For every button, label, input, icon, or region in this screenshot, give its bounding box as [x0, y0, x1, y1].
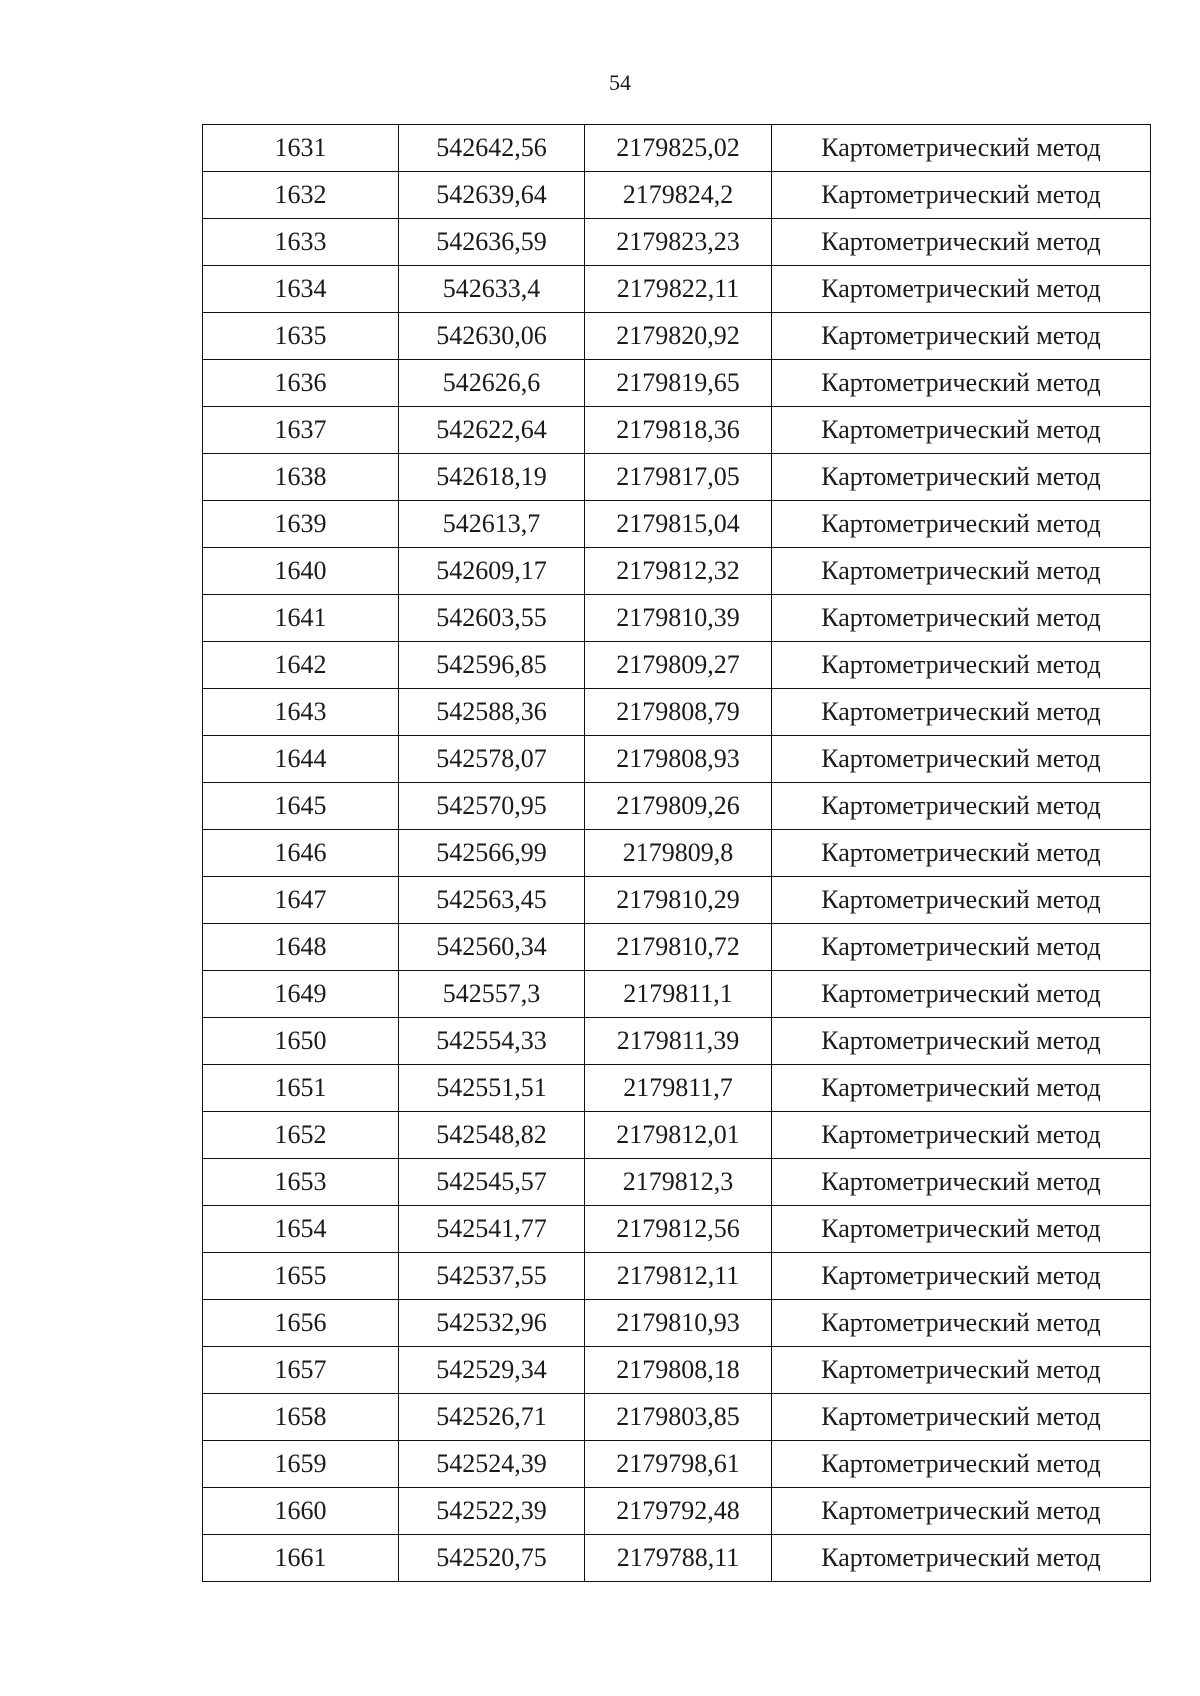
- method-cell: Картометрический метод: [772, 830, 1151, 877]
- point-number-cell: 1656: [203, 1300, 399, 1347]
- point-number-cell: 1631: [203, 125, 399, 172]
- point-number-cell: 1639: [203, 501, 399, 548]
- table-row: [203, 1253, 1151, 1300]
- point-number-cell: 1658: [203, 1394, 399, 1441]
- point-number-cell: 1633: [203, 219, 399, 266]
- x-coordinate-cell: 542537,55: [399, 1253, 585, 1300]
- x-coordinate-cell: 542557,3: [399, 971, 585, 1018]
- y-coordinate-cell: 2179808,93: [585, 736, 772, 783]
- point-number-cell: 1653: [203, 1159, 399, 1206]
- y-coordinate-cell: 2179809,26: [585, 783, 772, 830]
- y-coordinate-cell: 2179803,85: [585, 1394, 772, 1441]
- table-row: [203, 548, 1151, 595]
- method-cell: Картометрический метод: [772, 783, 1151, 830]
- method-cell: Картометрический метод: [772, 266, 1151, 313]
- x-coordinate-cell: 542578,07: [399, 736, 585, 783]
- method-cell: Картометрический метод: [772, 1253, 1151, 1300]
- point-number-cell: 1642: [203, 642, 399, 689]
- x-coordinate-cell: 542626,6: [399, 360, 585, 407]
- method-cell: Картометрический метод: [772, 1206, 1151, 1253]
- point-number-cell: 1648: [203, 924, 399, 971]
- method-cell: Картометрический метод: [772, 1441, 1151, 1488]
- table-row: [203, 1535, 1151, 1582]
- y-coordinate-cell: 2179817,05: [585, 454, 772, 501]
- y-coordinate-cell: 2179808,18: [585, 1347, 772, 1394]
- method-cell: Картометрический метод: [772, 1488, 1151, 1535]
- x-coordinate-cell: 542532,96: [399, 1300, 585, 1347]
- y-coordinate-cell: 2179824,2: [585, 172, 772, 219]
- table-row: [203, 924, 1151, 971]
- point-number-cell: 1638: [203, 454, 399, 501]
- y-coordinate-cell: 2179818,36: [585, 407, 772, 454]
- table-row: [203, 266, 1151, 313]
- point-number-cell: 1646: [203, 830, 399, 877]
- x-coordinate-cell: 542520,75: [399, 1535, 585, 1582]
- y-coordinate-cell: 2179810,39: [585, 595, 772, 642]
- x-coordinate-cell: 542541,77: [399, 1206, 585, 1253]
- x-coordinate-cell: 542639,64: [399, 172, 585, 219]
- x-coordinate-cell: 542554,33: [399, 1018, 585, 1065]
- x-coordinate-cell: 542529,34: [399, 1347, 585, 1394]
- table-row: [203, 783, 1151, 830]
- method-cell: Картометрический метод: [772, 360, 1151, 407]
- x-coordinate-cell: 542551,51: [399, 1065, 585, 1112]
- y-coordinate-cell: 2179788,11: [585, 1535, 772, 1582]
- y-coordinate-cell: 2179808,79: [585, 689, 772, 736]
- method-cell: Картометрический метод: [772, 219, 1151, 266]
- point-number-cell: 1659: [203, 1441, 399, 1488]
- point-number-cell: 1637: [203, 407, 399, 454]
- x-coordinate-cell: 542622,64: [399, 407, 585, 454]
- y-coordinate-cell: 2179792,48: [585, 1488, 772, 1535]
- y-coordinate-cell: 2179822,11: [585, 266, 772, 313]
- table-row: [203, 407, 1151, 454]
- table-row: [203, 642, 1151, 689]
- y-coordinate-cell: 2179810,72: [585, 924, 772, 971]
- table-row: [203, 689, 1151, 736]
- point-number-cell: 1632: [203, 172, 399, 219]
- method-cell: Картометрический метод: [772, 125, 1151, 172]
- y-coordinate-cell: 2179812,3: [585, 1159, 772, 1206]
- point-number-cell: 1657: [203, 1347, 399, 1394]
- y-coordinate-cell: 2179811,1: [585, 971, 772, 1018]
- x-coordinate-cell: 542526,71: [399, 1394, 585, 1441]
- x-coordinate-cell: 542522,39: [399, 1488, 585, 1535]
- point-number-cell: 1654: [203, 1206, 399, 1253]
- point-number-cell: 1641: [203, 595, 399, 642]
- x-coordinate-cell: 542588,36: [399, 689, 585, 736]
- y-coordinate-cell: 2179810,93: [585, 1300, 772, 1347]
- method-cell: Картометрический метод: [772, 501, 1151, 548]
- x-coordinate-cell: 542545,57: [399, 1159, 585, 1206]
- point-number-cell: 1650: [203, 1018, 399, 1065]
- table-row: [203, 172, 1151, 219]
- x-coordinate-cell: 542570,95: [399, 783, 585, 830]
- method-cell: Картометрический метод: [772, 642, 1151, 689]
- x-coordinate-cell: 542548,82: [399, 1112, 585, 1159]
- x-coordinate-cell: 542524,39: [399, 1441, 585, 1488]
- y-coordinate-cell: 2179809,8: [585, 830, 772, 877]
- x-coordinate-cell: 542633,4: [399, 266, 585, 313]
- method-cell: Картометрический метод: [772, 877, 1151, 924]
- table-row: [203, 1112, 1151, 1159]
- method-cell: Картометрический метод: [772, 454, 1151, 501]
- x-coordinate-cell: 542609,17: [399, 548, 585, 595]
- coordinates-table-body: [203, 125, 1151, 1582]
- point-number-cell: 1644: [203, 736, 399, 783]
- y-coordinate-cell: 2179811,7: [585, 1065, 772, 1112]
- x-coordinate-cell: 542618,19: [399, 454, 585, 501]
- method-cell: Картометрический метод: [772, 595, 1151, 642]
- point-number-cell: 1660: [203, 1488, 399, 1535]
- point-number-cell: 1649: [203, 971, 399, 1018]
- table-row: [203, 971, 1151, 1018]
- table-row: [203, 454, 1151, 501]
- method-cell: Картометрический метод: [772, 924, 1151, 971]
- table-row: [203, 125, 1151, 172]
- method-cell: Картометрический метод: [772, 407, 1151, 454]
- point-number-cell: 1634: [203, 266, 399, 313]
- method-cell: Картометрический метод: [772, 1065, 1151, 1112]
- x-coordinate-cell: 542563,45: [399, 877, 585, 924]
- table-row: [203, 501, 1151, 548]
- point-number-cell: 1643: [203, 689, 399, 736]
- point-number-cell: 1655: [203, 1253, 399, 1300]
- y-coordinate-cell: 2179811,39: [585, 1018, 772, 1065]
- table-row: [203, 313, 1151, 360]
- method-cell: Картометрический метод: [772, 548, 1151, 595]
- x-coordinate-cell: 542560,34: [399, 924, 585, 971]
- point-number-cell: 1647: [203, 877, 399, 924]
- table-row: [203, 830, 1151, 877]
- y-coordinate-cell: 2179809,27: [585, 642, 772, 689]
- y-coordinate-cell: 2179820,92: [585, 313, 772, 360]
- method-cell: Картометрический метод: [772, 1018, 1151, 1065]
- table-row: [203, 1300, 1151, 1347]
- y-coordinate-cell: 2179815,04: [585, 501, 772, 548]
- y-coordinate-cell: 2179798,61: [585, 1441, 772, 1488]
- point-number-cell: 1640: [203, 548, 399, 595]
- table-row: [203, 1441, 1151, 1488]
- x-coordinate-cell: 542566,99: [399, 830, 585, 877]
- table-row: [203, 1065, 1151, 1112]
- y-coordinate-cell: 2179812,01: [585, 1112, 772, 1159]
- table-row: [203, 1488, 1151, 1535]
- y-coordinate-cell: 2179812,56: [585, 1206, 772, 1253]
- y-coordinate-cell: 2179812,32: [585, 548, 772, 595]
- method-cell: Картометрический метод: [772, 971, 1151, 1018]
- method-cell: Картометрический метод: [772, 689, 1151, 736]
- x-coordinate-cell: 542630,06: [399, 313, 585, 360]
- point-number-cell: 1661: [203, 1535, 399, 1582]
- point-number-cell: 1651: [203, 1065, 399, 1112]
- x-coordinate-cell: 542603,55: [399, 595, 585, 642]
- table-row: [203, 1394, 1151, 1441]
- table-row: [203, 1018, 1151, 1065]
- y-coordinate-cell: 2179819,65: [585, 360, 772, 407]
- y-coordinate-cell: 2179812,11: [585, 1253, 772, 1300]
- method-cell: Картометрический метод: [772, 172, 1151, 219]
- x-coordinate-cell: 542596,85: [399, 642, 585, 689]
- x-coordinate-cell: 542642,56: [399, 125, 585, 172]
- table-row: [203, 877, 1151, 924]
- table-row: [203, 1159, 1151, 1206]
- table-row: [203, 595, 1151, 642]
- table-row: [203, 1347, 1151, 1394]
- table-row: [203, 1206, 1151, 1253]
- x-coordinate-cell: 542636,59: [399, 219, 585, 266]
- page-number: 54: [609, 70, 631, 95]
- coordinates-table: [202, 124, 1151, 1582]
- table-row: [203, 360, 1151, 407]
- table-row: [203, 219, 1151, 266]
- point-number-cell: 1645: [203, 783, 399, 830]
- method-cell: Картометрический метод: [772, 1535, 1151, 1582]
- y-coordinate-cell: 2179810,29: [585, 877, 772, 924]
- method-cell: Картометрический метод: [772, 736, 1151, 783]
- method-cell: Картометрический метод: [772, 1159, 1151, 1206]
- y-coordinate-cell: 2179823,23: [585, 219, 772, 266]
- method-cell: Картометрический метод: [772, 1347, 1151, 1394]
- point-number-cell: 1635: [203, 313, 399, 360]
- table-row: [203, 736, 1151, 783]
- x-coordinate-cell: 542613,7: [399, 501, 585, 548]
- method-cell: Картометрический метод: [772, 1112, 1151, 1159]
- point-number-cell: 1652: [203, 1112, 399, 1159]
- method-cell: Картометрический метод: [772, 313, 1151, 360]
- y-coordinate-cell: 2179825,02: [585, 125, 772, 172]
- method-cell: Картометрический метод: [772, 1300, 1151, 1347]
- method-cell: Картометрический метод: [772, 1394, 1151, 1441]
- point-number-cell: 1636: [203, 360, 399, 407]
